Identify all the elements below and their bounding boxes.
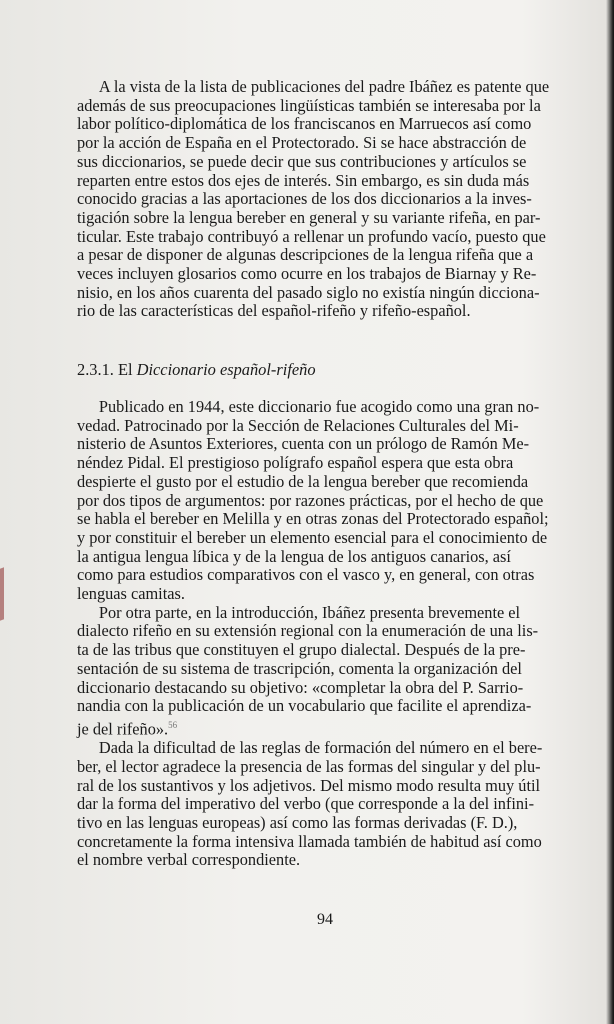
- text-line: vedad. Patrocinado por la Sección de Relaciones Culturales del Mi-: [77, 415, 519, 435]
- text-line: conocido gracias a las aportaciones de los dos diccionarios a la inves-: [77, 189, 532, 209]
- text-line: como para estudios comparativos con el vasco y, en general, con otras: [77, 565, 535, 585]
- text-line: Dada la dificultad de las reglas de formación del número en el bere-: [98, 738, 543, 758]
- text-line: tigación sobre la lengua bereber en general y su variante rifeña, en par-: [77, 207, 541, 227]
- text-line-with-footnote: [77, 716, 608, 739]
- text-line: además de sus preocupaciones lingüísticas también se interesaba por la: [77, 95, 541, 115]
- text-line: despierte el gusto por el estudio de la lengua bereber que recomienda: [77, 471, 529, 491]
- text-line: el nombre verbal correspondiente.: [77, 850, 301, 870]
- paragraph: [77, 398, 610, 604]
- page-edge-mark: [0, 567, 4, 620]
- text-line: dar la forma del imperativo del verbo (que corresponde a la del infini-: [77, 794, 535, 814]
- text-line: sentación de su sistema de trascripción, comenta la organización del: [77, 658, 522, 678]
- section-text: [77, 398, 610, 870]
- text-line: y por constituir el bereber un elemento esencial para el conocimiento de: [77, 527, 548, 547]
- section-title: Diccionario español-rifeño: [136, 360, 316, 379]
- text-line: se habla el bereber en Melilla y en otras zonas del Protectorado español;: [77, 509, 549, 529]
- text-line: a pesar de disponer de algunas descripciones de la lengua rifeña que a: [77, 245, 534, 265]
- text-line: dialecto rifeño en su extensión regional con la enumeración de una lis-: [77, 621, 539, 641]
- text-line: labor político-diplomática de los franciscanos en Marruecos así como: [77, 114, 532, 134]
- text-line: lenguas camitas.: [77, 584, 185, 604]
- text-line: veces incluyen glosarios como ocurre en los trabajos de Biarnay y Re-: [77, 264, 537, 284]
- text-line: rio de las características del español-rifeño y rifeño-español.: [77, 301, 471, 321]
- text-line: ticular. Este trabajo contribuyó a rellenar un profundo vacío, puesto que: [77, 226, 546, 246]
- text-line: ral de los sustantivos y los adjetivos. Del mismo modo resulta muy útil: [77, 775, 541, 795]
- intro-text: [77, 78, 610, 321]
- footnote-reference[interactable]: 56: [168, 719, 178, 730]
- section-heading: [77, 360, 316, 380]
- paragraph: [77, 739, 610, 870]
- text-line: ber, el lector agradece la presencia de las formas del singular y del plu-: [77, 756, 541, 776]
- paragraph: [77, 604, 610, 739]
- text-line: concretamente la forma intensiva llamada también de habitud así como: [77, 831, 542, 851]
- text-line: por la acción de España en el Protectorado. Si se hace abstracción de: [77, 133, 527, 153]
- text-line: sus diccionarios, se puede decir que sus contribuciones y artículos se: [77, 151, 527, 171]
- paragraph: [77, 78, 610, 321]
- text-line: A la vista de la lista de publicaciones del padre Ibáñez es patente que: [98, 77, 550, 96]
- text-line: néndez Pidal. El prestigioso polígrafo español espera que esta obra: [77, 453, 514, 473]
- text-line: je del rifeño».: [77, 719, 169, 739]
- text-line: Por otra parte, en la introducción, Ibáñez presenta brevemente el: [98, 602, 521, 622]
- text-line: nandia con la publicación de un vocabulario que facilite el aprendiza-: [77, 696, 532, 716]
- text-line: reparten entre estos dos ejes de interés. Sin embargo, es sin duda más: [77, 170, 530, 190]
- page-number: 94: [317, 911, 333, 928]
- text-line: Publicado en 1944, este diccionario fue acogido como una gran no-: [98, 397, 540, 416]
- text-line: nisterio de Asuntos Exteriores, cuenta con un prólogo de Ramón Me-: [77, 434, 530, 454]
- text-line: nisio, en los años cuarenta del pasado siglo no existía ningún dicciona-: [77, 282, 540, 302]
- text-line: diccionario destacando su objetivo: «completar la obra del P. Sarrio-: [77, 677, 524, 697]
- text-line: por dos tipos de argumentos: por razones prácticas, por el hecho de que: [77, 490, 544, 510]
- section-number: 2.3.1. El: [77, 360, 137, 379]
- text-line: la antigua lengua líbica y de la lengua de los antiguos canarios, así: [77, 546, 511, 566]
- text-line: ta de las tribus que constituyen el grupo dialectal. Después de la pre-: [77, 640, 526, 660]
- text-line: tivo en las lenguas europeas) así como las formas derivadas (F. D.),: [77, 812, 518, 832]
